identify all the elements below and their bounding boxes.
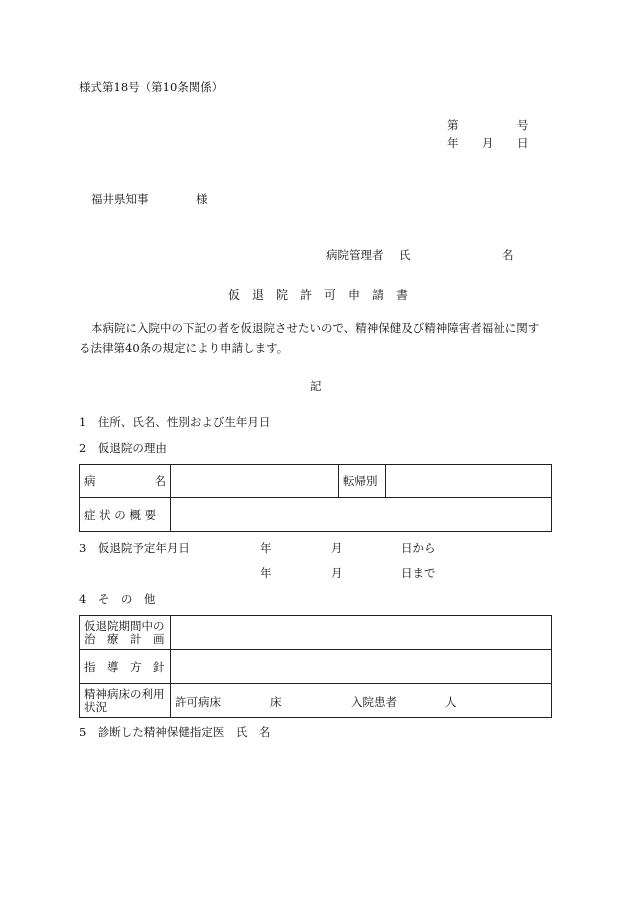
inpatients-label: 入院患者 [351, 695, 397, 709]
item-1: 1 住所、氏名、性別および生年月日 [79, 415, 271, 429]
plan-label [80, 616, 171, 650]
ki-heading: 記 [310, 379, 322, 393]
form-id: 様式第18号（第10条関係） [79, 80, 224, 94]
plan-value[interactable] [171, 616, 552, 650]
addressee-name: 福井県知事 [91, 192, 149, 206]
disease-label-b: 名 [154, 474, 166, 488]
applicant-role: 病院管理者 [326, 248, 384, 262]
outcome-label: 転帰別 [339, 465, 386, 498]
item-3: 3 仮退院予定年月日 [79, 541, 190, 555]
schedule-to: 日まで [401, 566, 436, 580]
disease-value[interactable] [171, 465, 339, 498]
date-day: 日 [517, 136, 529, 150]
other-table [79, 615, 552, 718]
beds-value [171, 684, 552, 718]
person-unit: 人 [445, 695, 457, 709]
schedule-from-month: 月 [331, 541, 343, 555]
beds-label-2: 状況 [84, 699, 107, 714]
schedule-from: 日から [401, 541, 436, 555]
table-row [80, 498, 552, 532]
addressee-honorific: 様 [196, 192, 208, 206]
number-suffix: 号 [517, 118, 529, 132]
table-row [80, 650, 552, 684]
plan-label-1: 仮退院期間中の [84, 618, 165, 633]
schedule-to-year: 年 [260, 566, 272, 580]
date-month: 月 [482, 136, 494, 150]
outcome-value[interactable] [386, 465, 552, 498]
symptoms-value[interactable] [171, 498, 552, 532]
applicant-name-label-1: 氏 [399, 248, 411, 262]
policy-value[interactable] [171, 650, 552, 684]
table-row [80, 465, 552, 498]
permitted-beds-label: 許可病床 [175, 695, 221, 709]
table-row [80, 684, 552, 718]
symptoms-label: 症 状 の 概 要 [80, 498, 171, 532]
policy-label: 指 導 方 針 [80, 650, 171, 684]
item-5: 5 診断した精神保健指定医 氏 名 [79, 725, 271, 739]
schedule-to-month: 月 [331, 566, 343, 580]
document-title: 仮 退 院 許 可 申 請 書 [228, 288, 409, 302]
body-line-1: 本病院に入院中の下記の者を仮退院させたいので、精神保健及び精神障害者福祉に関す [91, 321, 540, 335]
bed-unit: 床 [270, 695, 282, 709]
disease-label-a: 病 [84, 474, 96, 488]
item-4: 4 そ の 他 [79, 592, 156, 606]
schedule-from-year: 年 [260, 541, 272, 555]
beds-label [80, 684, 171, 718]
table-row [80, 616, 552, 650]
beds-label-1: 精神病床の利用 [84, 686, 165, 701]
date-year: 年 [447, 136, 459, 150]
applicant-name-label-2: 名 [502, 248, 514, 262]
disease-label [80, 465, 171, 498]
reason-table [79, 464, 552, 532]
item-2: 2 仮退院の理由 [79, 441, 167, 455]
number-prefix: 第 [447, 118, 459, 132]
plan-label-2: 治 療 計 画 [84, 631, 165, 646]
body-line-2: る法律第40条の規定により申請します。 [79, 341, 289, 355]
